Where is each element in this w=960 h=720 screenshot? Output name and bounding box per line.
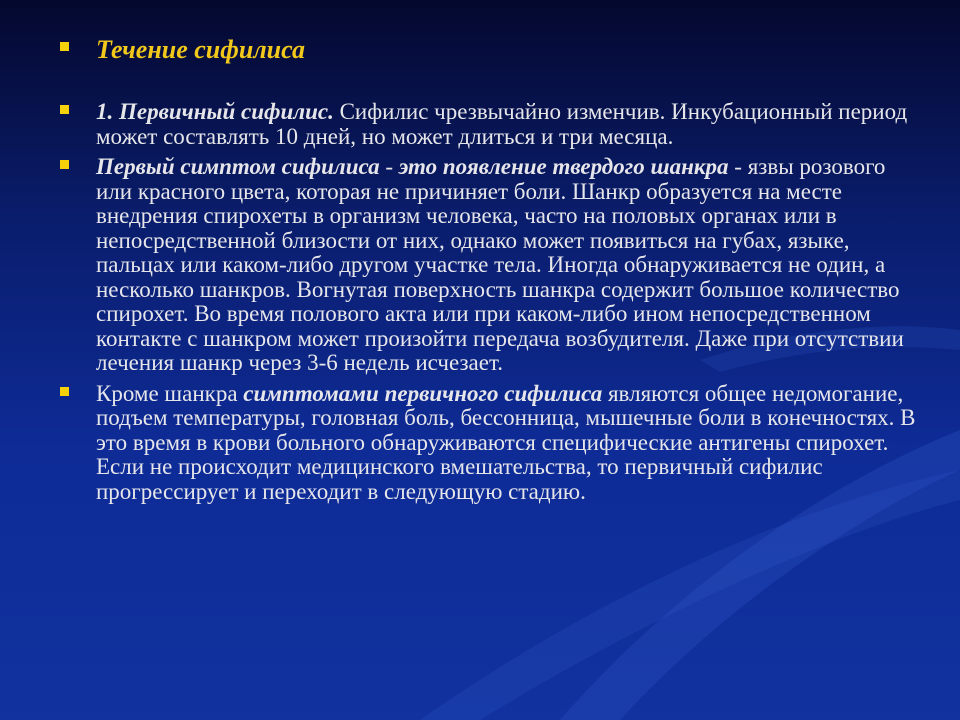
square-bullet-icon — [60, 387, 69, 396]
square-bullet-icon — [60, 160, 69, 169]
bullet-primary-syphilis — [60, 100, 920, 149]
slide-content — [60, 34, 920, 510]
bullet-lead: 1. Первичный сифилис. — [96, 99, 334, 124]
bullet-prefix: Кроме шанкра — [96, 380, 244, 406]
square-bullet-icon — [60, 105, 69, 114]
bullet-text: - язвы розового или красного цвета, которая не причиняет боли. Шанкр образуется на месте внедрения спирохеты в организм человека, часто на половых органах или в непосредственной близости от них, однако может появиться на губах, языке, пальцах или каком-либо другом участке тела. Иногда обнаруживается не один, а несколько шанкров. Вогнутая поверхность шанкра содержит большое количество спирохет. Во время полового акта или при каком-либо ином непосредственном контакте с шанкром может произойти передача возбудителя. Даже при отсутствии лечения шанкр через 3-6 недель исчезает. — [96, 154, 904, 375]
bullet-lead: симптомами первичного сифилиса — [243, 380, 603, 406]
bullet-first-symptom — [60, 155, 920, 376]
bullet-symptoms — [60, 382, 920, 505]
bullet-text: Сифилис чрезвычайно изменчив. Инкубационный период может составлять 10 дней, но может длиться и три месяца. — [96, 99, 908, 149]
slide-title: Течение сифилиса — [96, 35, 306, 64]
slide-title-item — [60, 34, 920, 66]
bullet-separator: - — [379, 154, 399, 179]
bullet-lead: Первый симптом сифилиса — [96, 154, 380, 179]
square-bullet-icon — [60, 42, 69, 51]
bullet-lead-secondary: это появление твердого шанкра — [398, 154, 729, 179]
bullet-text: являются общее недомогание, подъем температуры, головная боль, бессонница, мышечные боли в конечностях. В это время в крови больного обнаруживаются специфические антигены спирохет. Если не происходит медицинского вмешательства, то первичный сифилис прогрессирует и переходит в следующую стадию. — [96, 380, 916, 504]
